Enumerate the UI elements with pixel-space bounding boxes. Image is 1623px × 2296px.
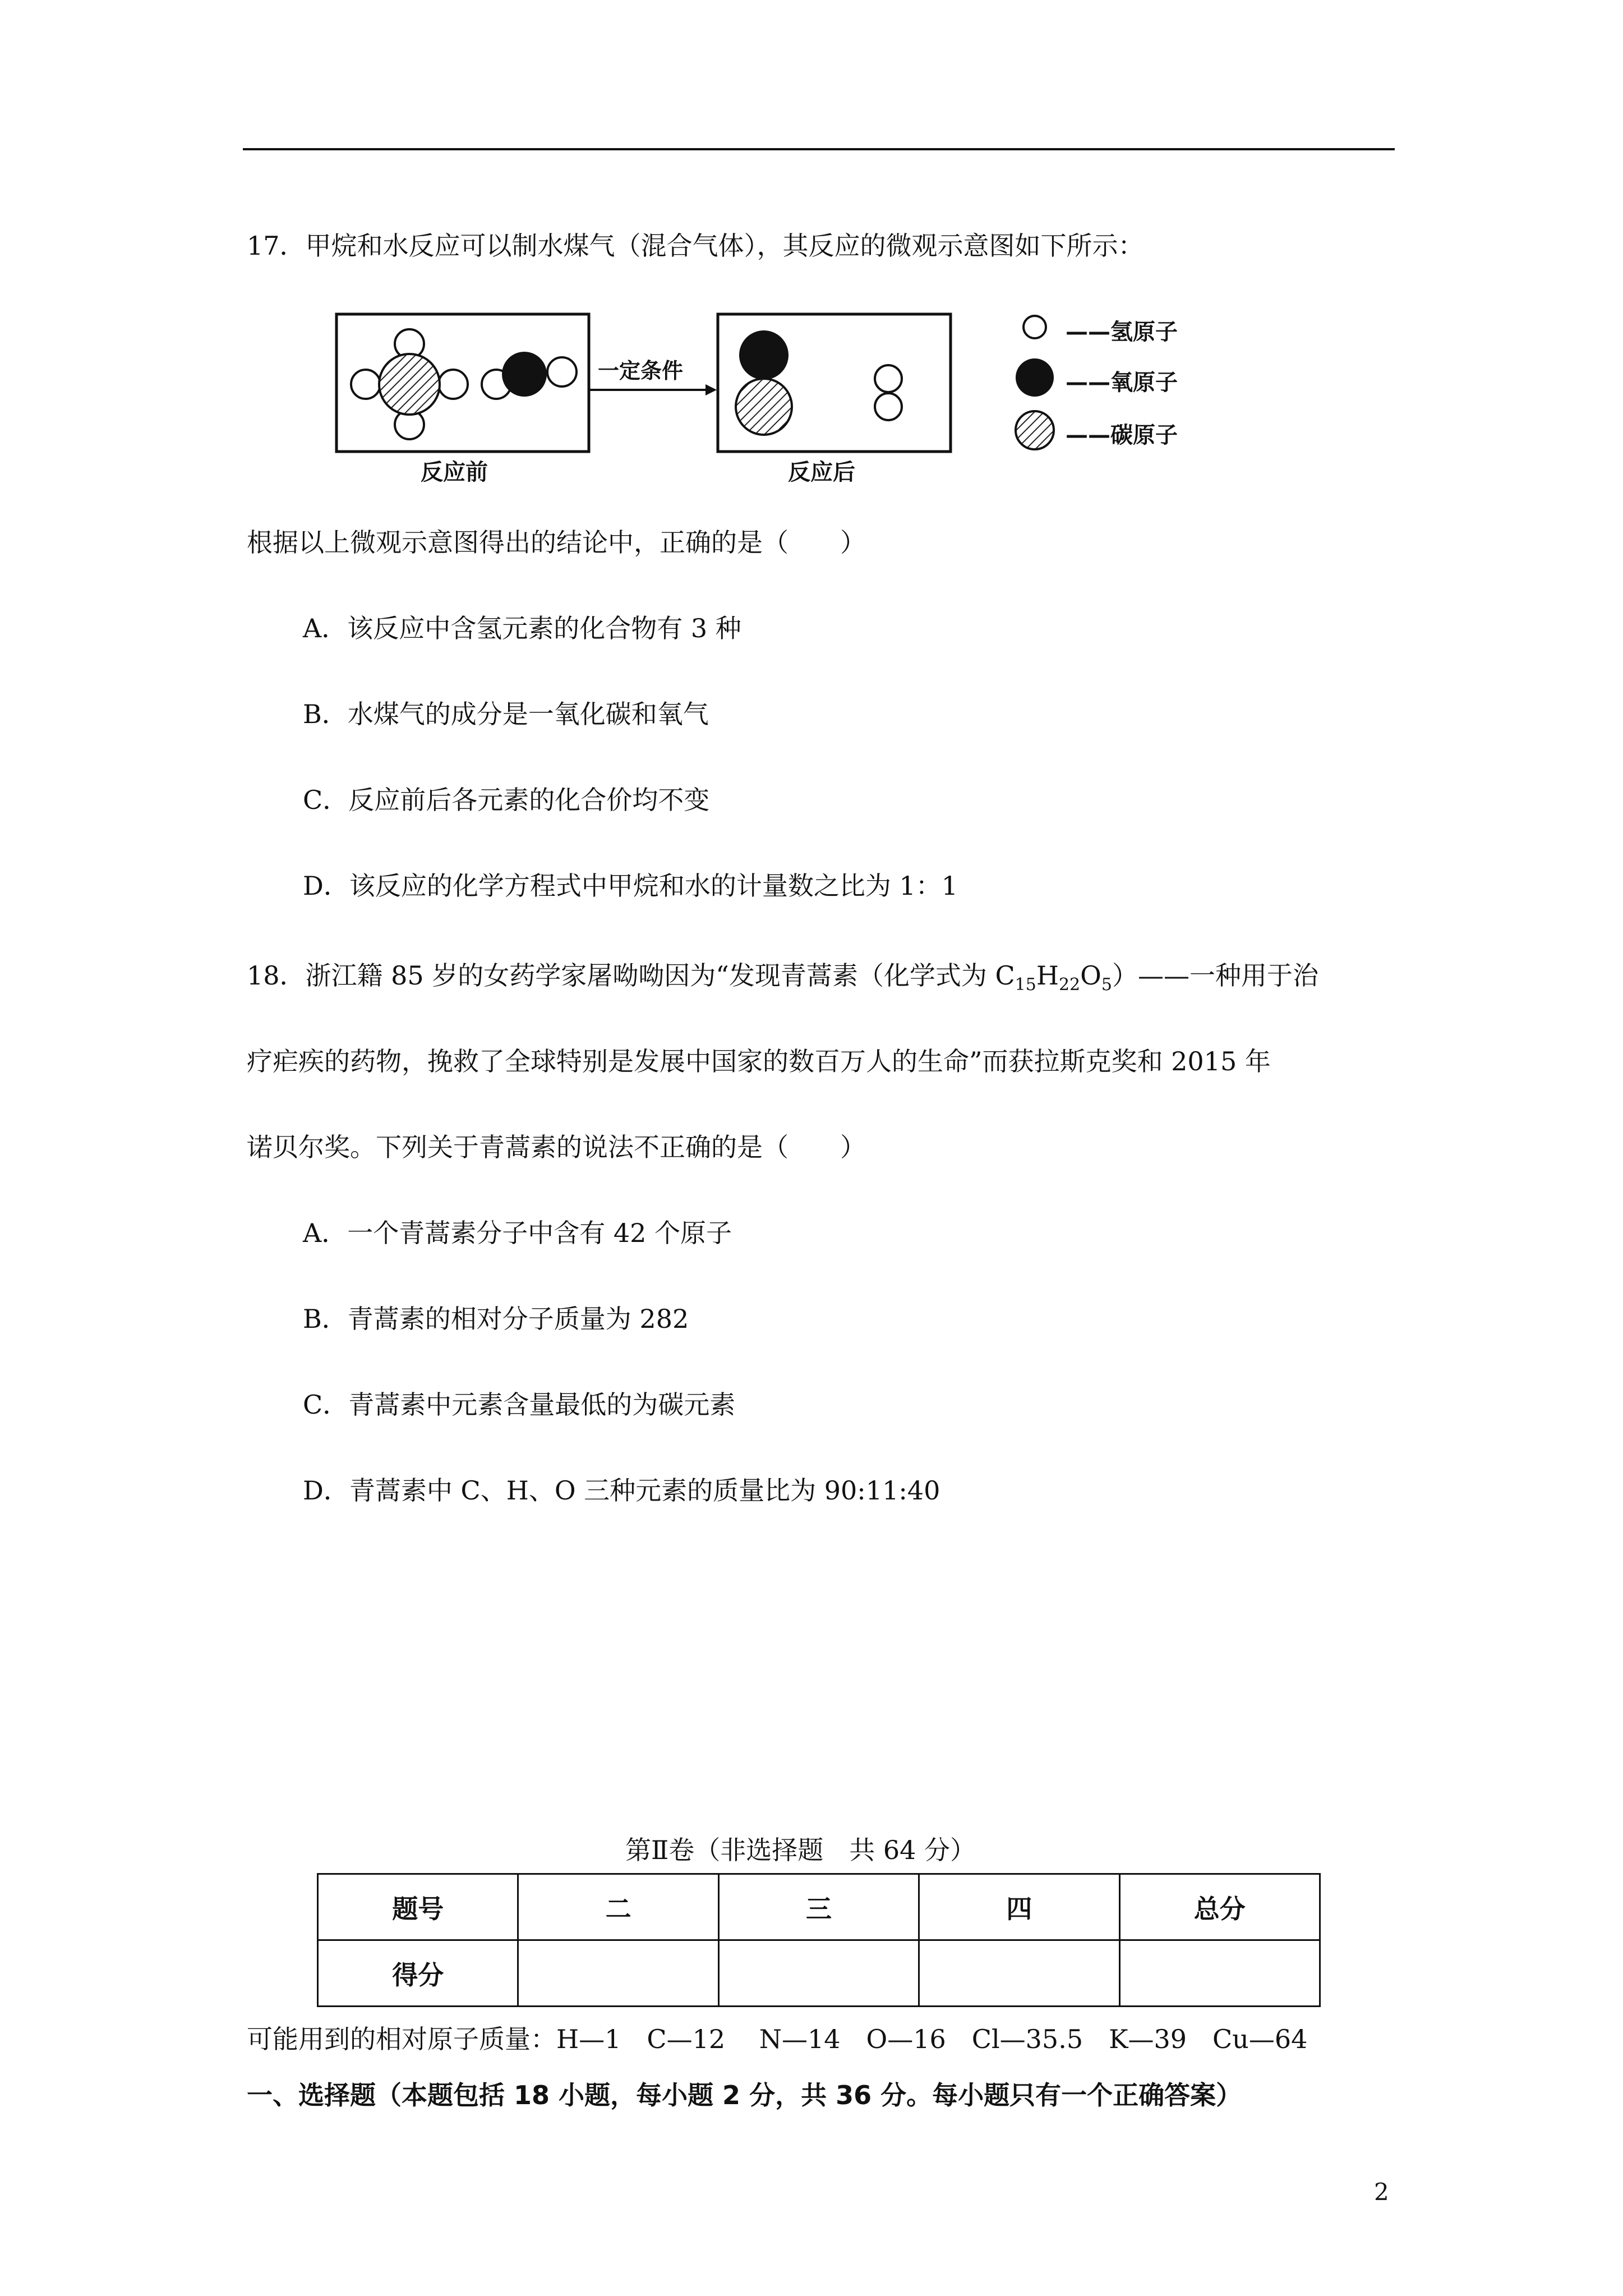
header-cell: 四 <box>919 1874 1119 1940</box>
q17-option-a: A．该反应中含氢元素的化合物有 3 种 <box>303 613 741 643</box>
q18-line-1: 18．浙江籍 85 岁的女药学家屠呦呦因为“发现青蒿素（化学式为 $C_{15}H_{22}O_5)——$一种用于治 <box>247 960 1318 995</box>
header-cell: 题号 <box>318 1874 518 1940</box>
q17-option-c: C．反应前后各元素的化合价均不变 <box>303 785 710 815</box>
row-label-cell: 得分 <box>318 1940 518 2007</box>
score-cell[interactable] <box>518 1940 718 2007</box>
header-cell: 总分 <box>1119 1874 1320 1940</box>
atomic-masses: 可能用到的相对原子质量：H—1 C—12 N—14 O—16 Cl—35.5 K—39 Cu—64 <box>247 2024 1308 2054</box>
score-table-header-row <box>318 1874 1320 1940</box>
q18-option-d: D．青蒿素中 C、H、O 三种元素的质量比为 90:11:40 <box>303 1475 940 1506</box>
section2-title: 第Ⅱ卷（非选择题 共 64 分） <box>625 1835 976 1865</box>
arrow-label: 一定条件 <box>594 353 686 384</box>
legend-carbon-label: ——碳原子 <box>1066 422 1178 448</box>
q17-question: 根据以上微观示意图得出的结论中，正确的是（ ） <box>247 527 866 558</box>
q17-option-b: B．水煤气的成分是一氧化碳和氧气 <box>303 699 709 729</box>
header-cell: 二 <box>518 1874 718 1940</box>
q17-stem: 17．甲烷和水反应可以制水煤气（混合气体），其反应的微观示意图如下所示： <box>247 231 1144 261</box>
legend-hydrogen-label: ——氢原子 <box>1066 319 1178 345</box>
score-cell[interactable] <box>919 1940 1119 2007</box>
q18-option-b: B．青蒿素的相对分子质量为 282 <box>303 1304 689 1334</box>
score-table-score-row <box>318 1940 1320 2007</box>
before-label: 反应前 <box>421 459 488 485</box>
q18-line-3: 诺贝尔奖。下列关于青蒿素的说法不正确的是（ ） <box>247 1132 866 1162</box>
header-rule <box>243 148 1395 150</box>
score-cell[interactable] <box>1119 1940 1320 2007</box>
header-cell: 三 <box>718 1874 919 1940</box>
after-label: 反应后 <box>788 459 855 485</box>
score-cell[interactable] <box>718 1940 919 2007</box>
q17-option-d: D．该反应的化学方程式中甲烷和水的计量数之比为 1：1 <box>303 871 958 901</box>
section1-title: 一、选择题（本题包括 18 小题，每小题 2 分，共 36 分。每小题只有一个正确答案） <box>247 2080 1242 2110</box>
q18-option-c: C．青蒿素中元素含量最低的为碳元素 <box>303 1389 736 1420</box>
q18-option-a: A．一个青蒿素分子中含有 42 个原子 <box>303 1218 732 1248</box>
legend-oxygen-label: ——氧原子 <box>1066 370 1178 395</box>
score-table <box>317 1873 1321 2007</box>
q18-line-2: 疗疟疾的药物，挽救了全球特别是发展中国家的数百万人的生命”而获拉斯克奖和 2015 年 <box>247 1046 1271 1076</box>
page-number: 2 <box>1374 2178 1389 2206</box>
